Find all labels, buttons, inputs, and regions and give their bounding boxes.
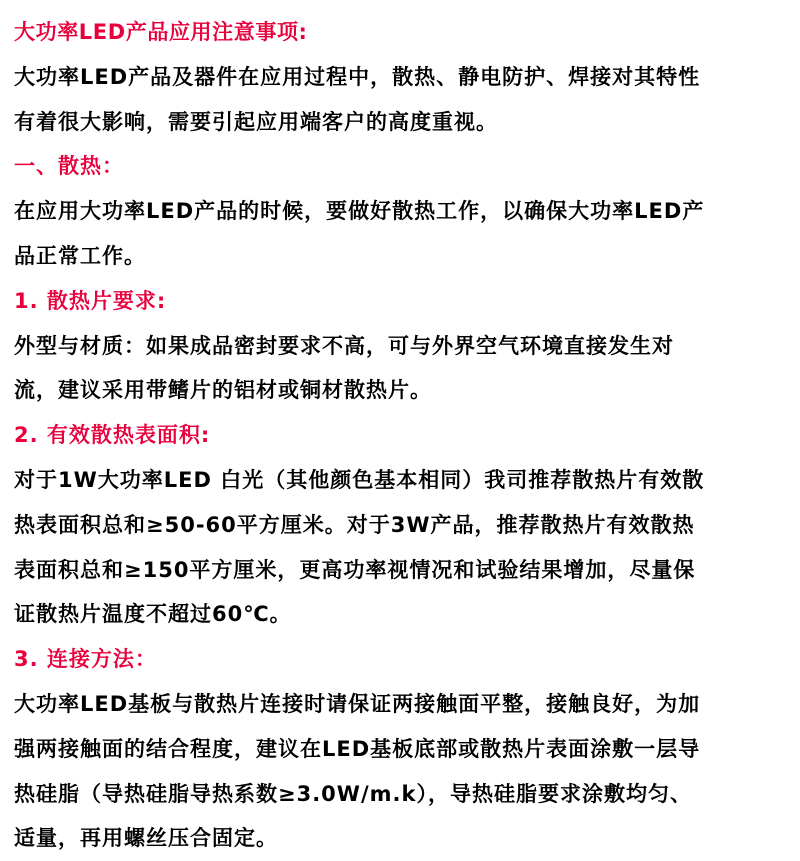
item3-line-1: 大功率LED基板与散热片连接时请保证两接触面平整，接触良好，为加 [14,691,701,716]
item1-line-2: 流，建议采用带鳍片的铝材或铜材散热片。 [14,378,432,403]
item-heading-connection-method: 3. 连接方法： [14,647,157,672]
item2-line-1: 对于1W大功率LED 白光（其他颜色基本相同）我司推荐散热片有效散 [14,467,705,492]
section-heading-heat-dissipation: 一、散热： [14,154,124,179]
item3-line-2: 强两接触面的结合程度，建议在LED基板底部或散热片表面涂敷一层导 [14,736,701,761]
item1-line-1: 外型与材质：如果成品密封要求不高，可与外界空气环境直接发生对 [14,333,674,358]
intro-line-1: 大功率LED产品及器件在应用过程中，散热、静电防护、焊接对其特性 [14,64,701,89]
item2-line-3: 表面积总和≥150平方厘米，更高功率视情况和试验结果增加，尽量保 [14,557,696,582]
document-title: 大功率LED产品应用注意事项: [14,20,308,44]
item-heading-effective-surface-area: 2. 有效散热表面积: [14,423,211,448]
section1-line-1: 在应用大功率LED产品的时候，要做好散热工作，以确保大功率LED产 [14,199,705,224]
item3-line-3: 热硅脂（导热硅脂导热系数≥3.0W/m.k），导热硅脂要求涂敷均匀、 [14,781,692,806]
item-heading-heatsink-requirements: 1. 散热片要求: [14,288,167,313]
item3-line-4: 适量，再用螺丝压合固定。 [14,826,278,851]
intro-line-2: 有着很大影响，需要引起应用端客户的高度重视。 [14,109,498,134]
item2-line-2: 热表面积总和≥50-60平方厘米。对于3W产品，推荐散热片有效散热 [14,512,695,537]
item2-line-4: 证散热片温度不超过60℃。 [14,602,292,627]
document [14,10,792,861]
section1-line-2: 品正常工作。 [14,243,146,268]
